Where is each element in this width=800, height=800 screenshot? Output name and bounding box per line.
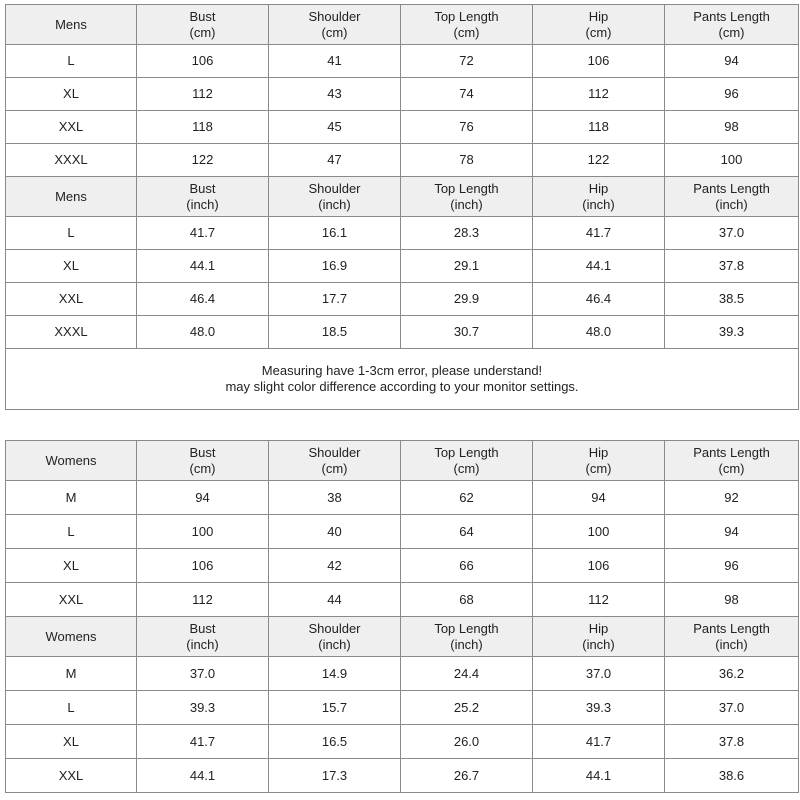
measurement-cell: 38 [269,481,401,515]
column-header-label: Top Length [434,8,499,24]
size-cell: XL [6,250,137,283]
measurement-cell: 18.5 [269,316,401,349]
column-header [137,441,269,481]
measurement-cell: 25.2 [401,691,533,725]
column-header [533,441,665,481]
column-header [401,177,533,217]
column-header [401,617,533,657]
measurement-cell: 46.4 [533,283,665,316]
table-row [6,691,799,725]
measurement-cell: 38.6 [665,759,799,793]
column-header [533,617,665,657]
measurement-cell: 45 [269,111,401,144]
column-header-label: Shoulder [308,444,361,460]
measurement-cell: 100 [533,515,665,549]
measurement-cell: 16.9 [269,250,401,283]
column-header-label: Shoulder [308,180,361,196]
measurement-cell: 112 [533,78,665,111]
group-label: Mens [6,5,137,45]
measurement-note [6,349,799,410]
size-cell: XL [6,725,137,759]
measurement-cell: 76 [401,111,533,144]
measurement-cell: 122 [533,144,665,177]
size-cell: L [6,515,137,549]
measurement-cell: 112 [533,583,665,617]
mens-inch-section [6,177,799,349]
column-header [533,5,665,45]
column-header-label: Top Length [434,180,499,196]
column-header-unit: (cm) [189,24,216,40]
measurement-cell: 37.0 [137,657,269,691]
measurement-cell: 29.1 [401,250,533,283]
column-header-unit: (cm) [718,460,745,476]
measurement-cell: 41.7 [533,217,665,250]
measurement-cell: 37.0 [665,691,799,725]
column-header-unit: (inch) [715,196,748,212]
size-cell: XXXL [6,144,137,177]
measurement-cell: 37.8 [665,725,799,759]
header-row [6,5,799,45]
table-row [6,111,799,144]
column-header-unit: (cm) [453,460,480,476]
measurement-cell: 44.1 [137,250,269,283]
column-header-label: Top Length [434,444,499,460]
womens-cm-section [6,441,799,617]
measurement-cell: 16.5 [269,725,401,759]
measurement-cell: 40 [269,515,401,549]
measurement-cell: 106 [533,45,665,78]
column-header-label: Bust [189,8,216,24]
column-header-unit: (cm) [453,24,480,40]
column-header-label: Bust [189,620,216,636]
column-header-unit: (inch) [318,636,351,652]
column-header-unit: (cm) [585,460,612,476]
measurement-cell: 17.3 [269,759,401,793]
measurement-cell: 62 [401,481,533,515]
measurement-cell: 118 [137,111,269,144]
table-row [6,759,799,793]
column-header-unit: (inch) [450,636,483,652]
size-cell: M [6,657,137,691]
measurement-cell: 28.3 [401,217,533,250]
measurement-cell: 46.4 [137,283,269,316]
table-row [6,283,799,316]
measurement-cell: 100 [137,515,269,549]
measurement-cell: 98 [665,583,799,617]
column-header [137,617,269,657]
womens-size-table [5,440,799,793]
size-cell: L [6,217,137,250]
column-header [269,441,401,481]
column-header [269,617,401,657]
size-cell: L [6,45,137,78]
measurement-cell: 74 [401,78,533,111]
column-header [401,441,533,481]
column-header-unit: (cm) [718,24,745,40]
column-header [665,617,799,657]
column-header [533,177,665,217]
measurement-cell: 39.3 [665,316,799,349]
column-header [401,5,533,45]
measurement-cell: 106 [533,549,665,583]
measurement-cell: 48.0 [137,316,269,349]
table-row [6,217,799,250]
table-row [6,725,799,759]
column-header-label: Hip [588,180,609,196]
group-label: Womens [6,441,137,481]
header-row [6,441,799,481]
group-label: Womens [6,617,137,657]
column-header-unit: (cm) [189,460,216,476]
measurement-cell: 94 [665,45,799,78]
column-header-label: Hip [588,8,609,24]
measurement-cell: 16.1 [269,217,401,250]
column-header-unit: (inch) [186,636,219,652]
measurement-cell: 47 [269,144,401,177]
table-row [6,45,799,78]
size-cell: XL [6,549,137,583]
measurement-cell: 68 [401,583,533,617]
measurement-cell: 26.0 [401,725,533,759]
measurement-cell: 106 [137,549,269,583]
note-row [6,349,799,410]
mens-note-section [6,349,799,410]
measurement-cell: 41 [269,45,401,78]
column-header-label: Shoulder [308,620,361,636]
column-header-unit: (cm) [321,460,348,476]
column-header-label: Hip [588,620,609,636]
measurement-cell: 42 [269,549,401,583]
measurement-cell: 30.7 [401,316,533,349]
column-header-label: Top Length [434,620,499,636]
measurement-cell: 96 [665,78,799,111]
measurement-cell: 64 [401,515,533,549]
measurement-cell: 48.0 [533,316,665,349]
measurement-cell: 44.1 [533,250,665,283]
header-row [6,617,799,657]
measurement-cell: 98 [665,111,799,144]
size-cell: XXXL [6,316,137,349]
column-header-unit: (inch) [715,636,748,652]
column-header [665,177,799,217]
column-header-label: Bust [189,180,216,196]
measurement-cell: 96 [665,549,799,583]
size-cell: M [6,481,137,515]
measurement-cell: 66 [401,549,533,583]
measurement-cell: 94 [665,515,799,549]
column-header-unit: (inch) [318,196,351,212]
column-header-label: Pants Length [693,620,770,636]
measurement-cell: 112 [137,78,269,111]
column-header [137,177,269,217]
column-header-label: Pants Length [693,8,770,24]
column-header-unit: (inch) [450,196,483,212]
size-cell: XL [6,78,137,111]
measurement-cell: 44.1 [137,759,269,793]
note-line-2: may slight color difference according to your monitor settings. [225,379,579,394]
measurement-cell: 39.3 [137,691,269,725]
measurement-cell: 44.1 [533,759,665,793]
table-row [6,144,799,177]
column-header-label: Shoulder [308,8,361,24]
womens-inch-section [6,617,799,793]
measurement-cell: 36.2 [665,657,799,691]
measurement-cell: 37.0 [665,217,799,250]
measurement-cell: 38.5 [665,283,799,316]
measurement-cell: 72 [401,45,533,78]
measurement-cell: 100 [665,144,799,177]
column-header-unit: (inch) [582,636,615,652]
size-cell: XXL [6,583,137,617]
column-header-label: Bust [189,444,216,460]
note-line-1: Measuring have 1-3cm error, please understand! [261,363,543,378]
measurement-cell: 106 [137,45,269,78]
measurement-cell: 78 [401,144,533,177]
header-row [6,177,799,217]
measurement-cell: 94 [137,481,269,515]
table-row [6,78,799,111]
group-label: Mens [6,177,137,217]
column-header [665,5,799,45]
table-row [6,583,799,617]
measurement-cell: 37.0 [533,657,665,691]
measurement-cell: 26.7 [401,759,533,793]
column-header [665,441,799,481]
measurement-cell: 44 [269,583,401,617]
column-header-unit: (inch) [186,196,219,212]
size-cell: XXL [6,759,137,793]
size-cell: XXL [6,111,137,144]
measurement-cell: 112 [137,583,269,617]
column-header-unit: (cm) [585,24,612,40]
mens-size-table [5,4,799,410]
column-header [269,177,401,217]
column-header-unit: (cm) [321,24,348,40]
table-row [6,316,799,349]
measurement-cell: 118 [533,111,665,144]
measurement-cell: 94 [533,481,665,515]
column-header-label: Pants Length [693,444,770,460]
size-cell: XXL [6,283,137,316]
measurement-cell: 29.9 [401,283,533,316]
measurement-cell: 41.7 [533,725,665,759]
column-header [269,5,401,45]
column-header-unit: (inch) [582,196,615,212]
table-row [6,250,799,283]
table-row [6,481,799,515]
mens-cm-section [6,5,799,177]
measurement-cell: 43 [269,78,401,111]
size-cell: L [6,691,137,725]
measurement-cell: 24.4 [401,657,533,691]
measurement-cell: 14.9 [269,657,401,691]
table-row [6,657,799,691]
measurement-cell: 92 [665,481,799,515]
measurement-cell: 122 [137,144,269,177]
measurement-cell: 17.7 [269,283,401,316]
measurement-cell: 41.7 [137,725,269,759]
column-header [137,5,269,45]
measurement-cell: 15.7 [269,691,401,725]
table-row [6,515,799,549]
measurement-cell: 39.3 [533,691,665,725]
column-header-label: Hip [588,444,609,460]
measurement-cell: 41.7 [137,217,269,250]
measurement-cell: 37.8 [665,250,799,283]
column-header-label: Pants Length [693,180,770,196]
table-row [6,549,799,583]
